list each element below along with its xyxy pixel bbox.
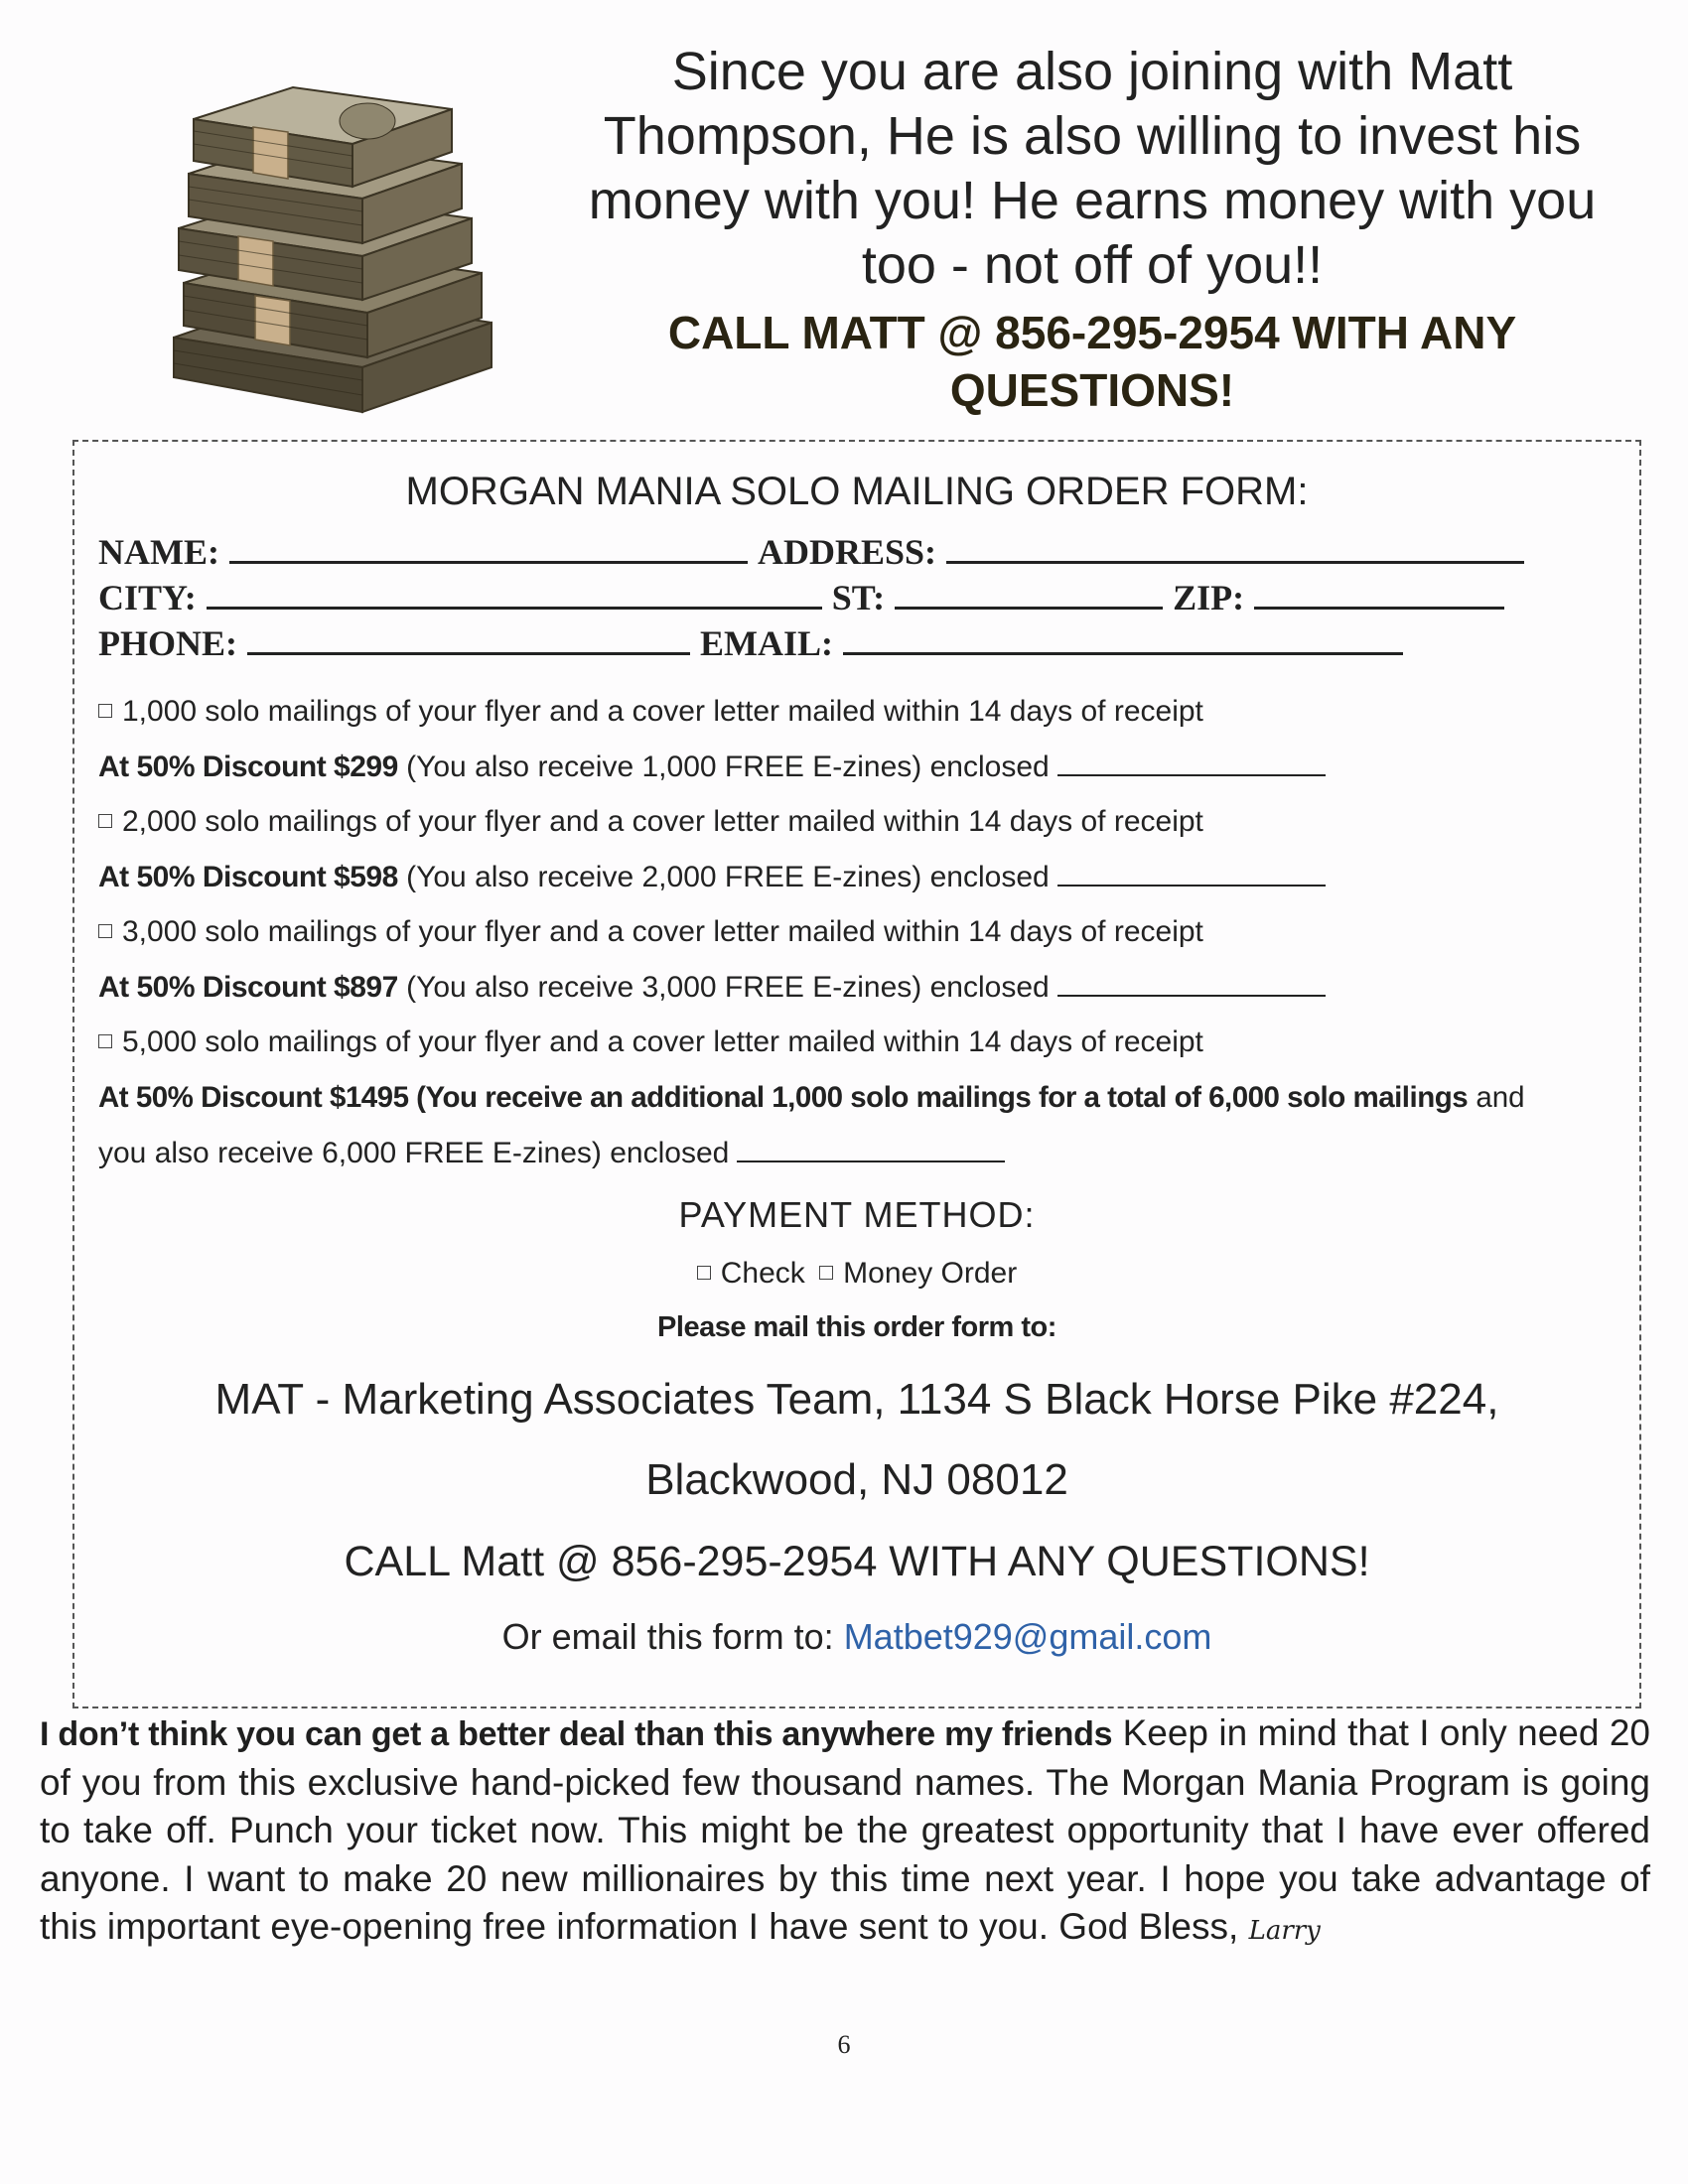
- payment-method-title: PAYMENT METHOD:: [678, 1194, 1036, 1235]
- check-label: Check: [720, 1257, 805, 1290]
- option-detail: and: [1476, 1081, 1525, 1114]
- city-field[interactable]: [207, 583, 822, 610]
- option-2-checkbox[interactable]: [98, 814, 112, 828]
- option-3-amount-field[interactable]: [1057, 971, 1326, 997]
- option-2-amount-field[interactable]: [1057, 861, 1326, 887]
- name-label: NAME:: [98, 532, 219, 572]
- page-number: 6: [837, 2030, 851, 2059]
- option-detail: (You also receive 1,000 FREE E-zines) enclosed: [406, 751, 1050, 783]
- email-prefix: Or email this form to:: [501, 1616, 834, 1657]
- option-price: At 50% Discount $1495 (You receive an additional 1,000 solo mailings for a total of 6,000 solo mailings: [98, 1081, 1469, 1114]
- phone-field[interactable]: [247, 628, 690, 655]
- address-field[interactable]: [946, 537, 1524, 564]
- phone-label: PHONE:: [98, 623, 237, 663]
- check-checkbox[interactable]: [697, 1266, 711, 1280]
- zip-field[interactable]: [1254, 583, 1504, 610]
- option-4-desc: [98, 1025, 1203, 1059]
- option-detail: you also receive 6,000 FREE E-zines) enclosed: [98, 1137, 730, 1169]
- option-detail: (You also receive 3,000 FREE E-zines) enclosed: [406, 971, 1050, 1004]
- option-desc: 2,000 solo mailings of your flyer and a cover letter mailed within 14 days of receipt: [122, 805, 1203, 838]
- intro-line: money with you! He earns money with you: [588, 171, 1597, 230]
- name-field[interactable]: [229, 537, 748, 564]
- city-st-zip-row: [98, 577, 1514, 618]
- mailing-address-line2: Blackwood, NJ 08012: [645, 1455, 1068, 1504]
- order-form: [72, 440, 1641, 1708]
- intro-line: too - not off of you!!: [861, 235, 1324, 295]
- option-detail: (You also receive 2,000 FREE E-zines) enclosed: [406, 861, 1050, 893]
- option-2-desc: [98, 805, 1203, 839]
- option-3-price-row: [98, 971, 1326, 1005]
- option-3-desc: [98, 915, 1203, 949]
- mail-to-label: Please mail this order form to:: [657, 1311, 1056, 1343]
- option-3-checkbox[interactable]: [98, 924, 112, 938]
- option-desc: 3,000 solo mailings of your flyer and a cover letter mailed within 14 days of receipt: [122, 915, 1203, 948]
- phone-email-row: [98, 622, 1413, 664]
- payment-options: [74, 1257, 1639, 1291]
- closing-text: Keep in mind that I only need 20 of you from this exclusive hand-picked few thousand names. The Morgan Mania Program is going to take off. Punch your ticket now. This might be the greatest opportunity that I have ever offered anyone. I want to make 20 new millionaires by this time next year. I hope you take advantage of this important eye-opening free information I have sent to you. God Bless,: [40, 1712, 1651, 1947]
- email-field[interactable]: [843, 628, 1403, 655]
- city-label: CITY:: [98, 578, 197, 617]
- email-line: [74, 1616, 1639, 1658]
- form-title: MORGAN MANIA SOLO MAILING ORDER FORM:: [405, 470, 1309, 513]
- option-1-checkbox[interactable]: [98, 704, 112, 718]
- closing-bold-lead: I don’t think you can get a better deal than this anywhere my friends: [40, 1715, 1113, 1753]
- name-address-row: [98, 531, 1534, 573]
- call-matt-heading: [556, 304, 1628, 419]
- option-1-price-row: [98, 751, 1326, 784]
- address-label: ADDRESS:: [757, 532, 937, 572]
- call-matt-line: CALL Matt @ 856-295-2954 WITH ANY QUESTIONS!: [344, 1538, 1370, 1585]
- st-label: ST:: [831, 578, 886, 617]
- call-line: QUESTIONS!: [949, 364, 1235, 416]
- option-4-price-row: [98, 1081, 1525, 1115]
- money-stack-icon: [164, 69, 506, 432]
- email-label: EMAIL:: [700, 623, 833, 663]
- st-field[interactable]: [895, 583, 1163, 610]
- option-4-continued: [98, 1137, 1005, 1170]
- intro-line: Since you are also joining with Matt: [671, 42, 1513, 101]
- option-price: At 50% Discount $598: [98, 861, 398, 893]
- money-order-label: Money Order: [843, 1257, 1018, 1290]
- option-4-amount-field[interactable]: [737, 1137, 1005, 1162]
- option-1-amount-field[interactable]: [1057, 751, 1326, 776]
- call-line: CALL MATT @ 856-295-2954 WITH ANY: [667, 307, 1517, 358]
- option-price: At 50% Discount $897: [98, 971, 398, 1004]
- closing-paragraph: [40, 1709, 1650, 1956]
- intro-line: Thompson, He is also willing to invest his: [603, 106, 1582, 166]
- option-1-desc: [98, 695, 1203, 729]
- option-price: At 50% Discount $299: [98, 751, 398, 783]
- option-desc: 1,000 solo mailings of your flyer and a cover letter mailed within 14 days of receipt: [122, 695, 1203, 728]
- mailing-address-line1: MAT - Marketing Associates Team, 1134 S Black Horse Pike #224,: [214, 1375, 1499, 1424]
- intro-text: [556, 40, 1628, 298]
- option-desc: 5,000 solo mailings of your flyer and a cover letter mailed within 14 days of receipt: [122, 1025, 1203, 1058]
- option-2-price-row: [98, 861, 1326, 894]
- email-link[interactable]: Matbet929@gmail.com: [843, 1616, 1212, 1657]
- money-order-checkbox[interactable]: [819, 1266, 833, 1280]
- signature: Larry: [1248, 1916, 1321, 1946]
- zip-label: ZIP:: [1173, 578, 1245, 617]
- option-4-checkbox[interactable]: [98, 1034, 112, 1048]
